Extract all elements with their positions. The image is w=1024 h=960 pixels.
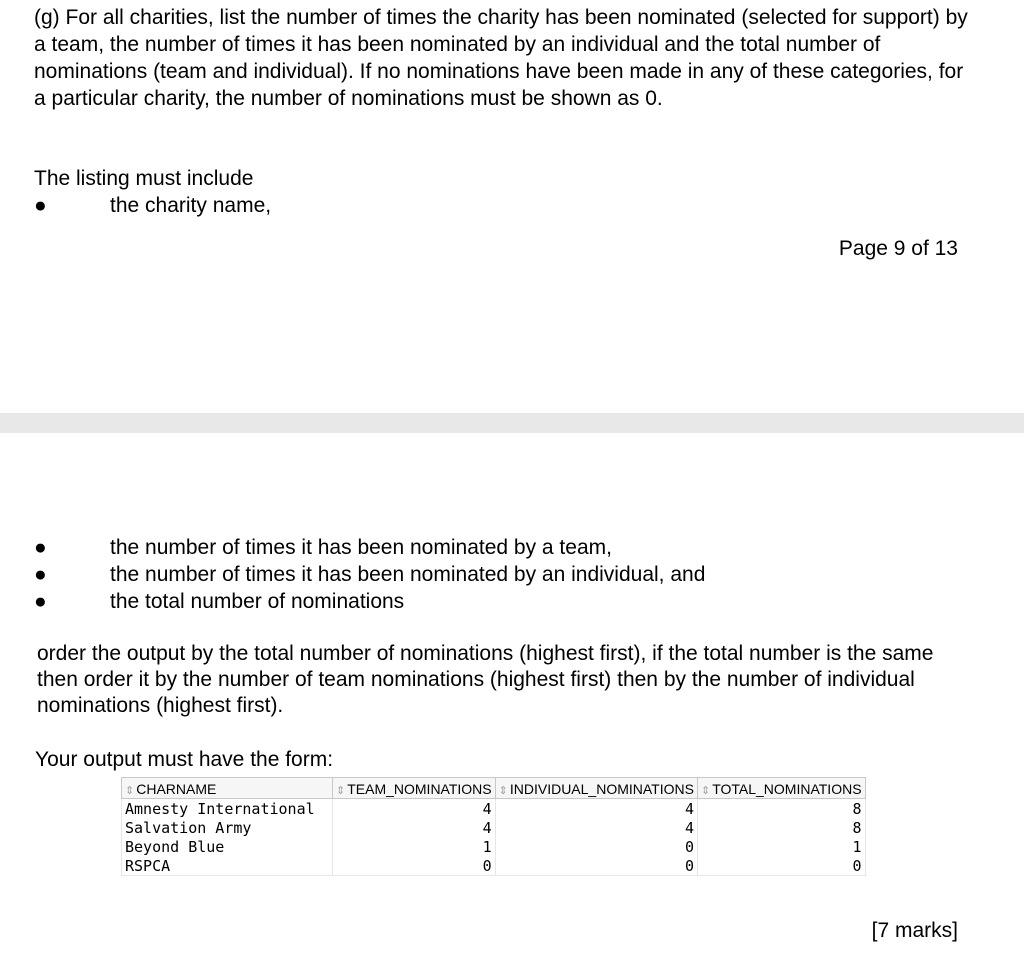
- bullet-text: the charity name,: [110, 194, 272, 217]
- column-header-charname[interactable]: ⇕ CHARNAME: [122, 778, 333, 799]
- bullet-item-team-count: [34, 534, 934, 561]
- ordering-instructions: order the output by the total number of nominations (highest first), if the total number is the same then order it by the number of team nominations (highest first) then by the number of individual nominations (highest first).: [37, 642, 934, 717]
- cell-total-nominations: 8: [697, 818, 865, 837]
- bullet-text: the number of times it has been nominated by an individual, and: [110, 563, 706, 586]
- cell-individual-nominations: 4: [495, 818, 697, 837]
- listing-intro: The listing must include: [34, 167, 254, 190]
- sort-icon: ⇕: [700, 784, 711, 797]
- column-header-individual-nominations[interactable]: ⇕ INDIVIDUAL_NOMINATIONS: [495, 778, 697, 799]
- cell-team-nominations: 0: [333, 856, 496, 876]
- sort-icon: ⇕: [336, 784, 346, 797]
- cell-charname: Beyond Blue: [122, 837, 333, 856]
- cell-team-nominations: 4: [333, 818, 496, 837]
- cell-individual-nominations: 0: [495, 856, 697, 876]
- bullet-item-total-count: [34, 588, 934, 615]
- bullet-text: the number of times it has been nominated by a team,: [110, 536, 612, 559]
- output-form-label: Your output must have the form:: [35, 748, 334, 771]
- cell-team-nominations: 4: [333, 799, 496, 819]
- bullet-item-charity-name: [34, 192, 934, 219]
- bullet-item-individual-count: [34, 561, 934, 588]
- page-break: [0, 413, 1024, 433]
- cell-individual-nominations: 0: [495, 837, 697, 856]
- cell-individual-nominations: 4: [495, 799, 697, 819]
- bullet-text: the total number of nominations: [110, 590, 405, 613]
- table-row: [122, 799, 866, 819]
- bullet-icon: ●: [34, 563, 47, 586]
- column-header-team-nominations[interactable]: ⇕ TEAM_NOMINATIONS: [333, 778, 496, 799]
- bullet-icon: ●: [34, 194, 47, 217]
- sort-icon: ⇕: [498, 784, 508, 797]
- table-row: [122, 837, 866, 856]
- cell-charname: RSPCA: [122, 856, 333, 876]
- page-number: Page 9 of 13: [838, 237, 958, 260]
- table-header-row: [122, 778, 866, 799]
- table-row: [122, 818, 866, 837]
- question-g-text: (g) For all charities, list the number of times the charity has been nominated (selected for support) by a team, the number of times it has been nominated by an individual and the total number of nominations (team and individual). If no nominations have been made in any of these categories, for a particular charity, the number of nominations must be shown as 0.: [34, 6, 968, 110]
- cell-total-nominations: 0: [697, 856, 865, 876]
- bullet-icon: ●: [34, 536, 47, 559]
- cell-total-nominations: 1: [697, 837, 865, 856]
- cell-charname: Amnesty International: [122, 799, 333, 819]
- sort-icon: ⇕: [125, 784, 135, 797]
- table-row: [122, 856, 866, 876]
- cell-charname: Salvation Army: [122, 818, 333, 837]
- column-header-total-nominations[interactable]: ⇕ TOTAL_NOMINATIONS: [697, 778, 865, 799]
- marks-label: [7 marks]: [871, 919, 958, 942]
- cell-team-nominations: 1: [333, 837, 496, 856]
- bullet-icon: ●: [34, 590, 47, 613]
- page-9: [0, 0, 1024, 413]
- result-table: [121, 777, 866, 876]
- page-10: [0, 433, 1024, 960]
- cell-total-nominations: 8: [697, 799, 865, 819]
